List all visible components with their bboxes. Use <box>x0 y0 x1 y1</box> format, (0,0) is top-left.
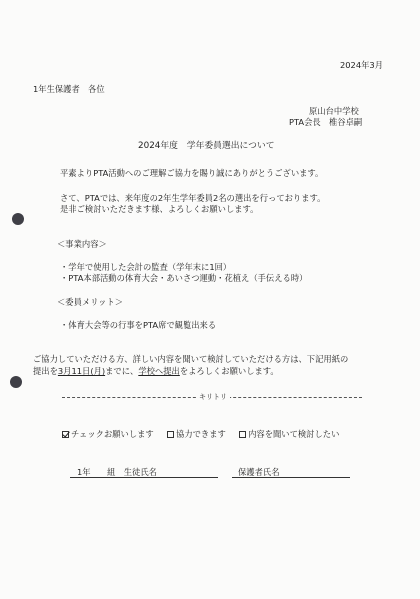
pta-president: PTA会長 椎谷卓嗣 <box>289 117 363 127</box>
check-intro-label: チェックお願いします <box>71 429 154 439</box>
document-date: 2024年3月 <box>340 60 383 70</box>
guardian-name-label: 保護者氏名 <box>238 467 280 477</box>
student-name-line[interactable] <box>70 477 218 478</box>
request-line-1: ご協力していただける方、詳しい内容を聞いて検討していただける方は、下記用紙の <box>33 354 349 364</box>
cut-label: キリトリ <box>196 392 230 402</box>
school-name: 原山台中学校 <box>309 106 359 116</box>
consider-label: 内容を聞いて検討したい <box>248 429 340 439</box>
business-item-2: ・PTA本部活動の体育大会・あいさつ運動・花植え（手伝える時） <box>60 273 308 283</box>
punch-hole-top <box>12 213 24 225</box>
guardian-name-line[interactable] <box>232 477 350 478</box>
check-options-row <box>62 429 339 439</box>
document-title: 2024年度 学年委員選出について <box>138 141 275 151</box>
merit-heading: ＜委員メリット＞ <box>57 297 124 307</box>
merit-item-1: ・体育大会等の行事をPTA席で観覧出来る <box>60 320 217 330</box>
submit-place: 学校へ提出 <box>138 366 180 376</box>
request-line-2: 提出を3月11日(月)までに、学校へ提出をよろしくお願いします。 <box>33 366 279 376</box>
body-paragraph-2: 是非ご検討いただきます様、よろしくお願いします。 <box>60 204 259 214</box>
cooperate-checkbox[interactable] <box>167 431 174 438</box>
addressee: 1年生保護者 各位 <box>33 84 105 94</box>
business-heading: ＜事業内容＞ <box>57 239 107 249</box>
deadline-date: 3月11日(月) <box>57 366 106 376</box>
business-item-1: ・学年で使用した会計の監査（学年末に1回） <box>60 262 232 272</box>
consider-checkbox[interactable] <box>239 431 246 438</box>
checkmark-icon <box>62 431 69 438</box>
greeting-paragraph: 平素よりPTA活動へのご理解ご協力を賜り誠にありがとうございます。 <box>60 168 324 178</box>
student-name-label: 1年 組 生徒氏名 <box>77 467 157 477</box>
body-paragraph-1: さて、PTAでは、来年度の2年生学年委員2名の選出を行っております。 <box>60 193 326 203</box>
punch-hole-bottom <box>10 376 22 388</box>
cooperate-label: 協力できます <box>176 429 226 439</box>
